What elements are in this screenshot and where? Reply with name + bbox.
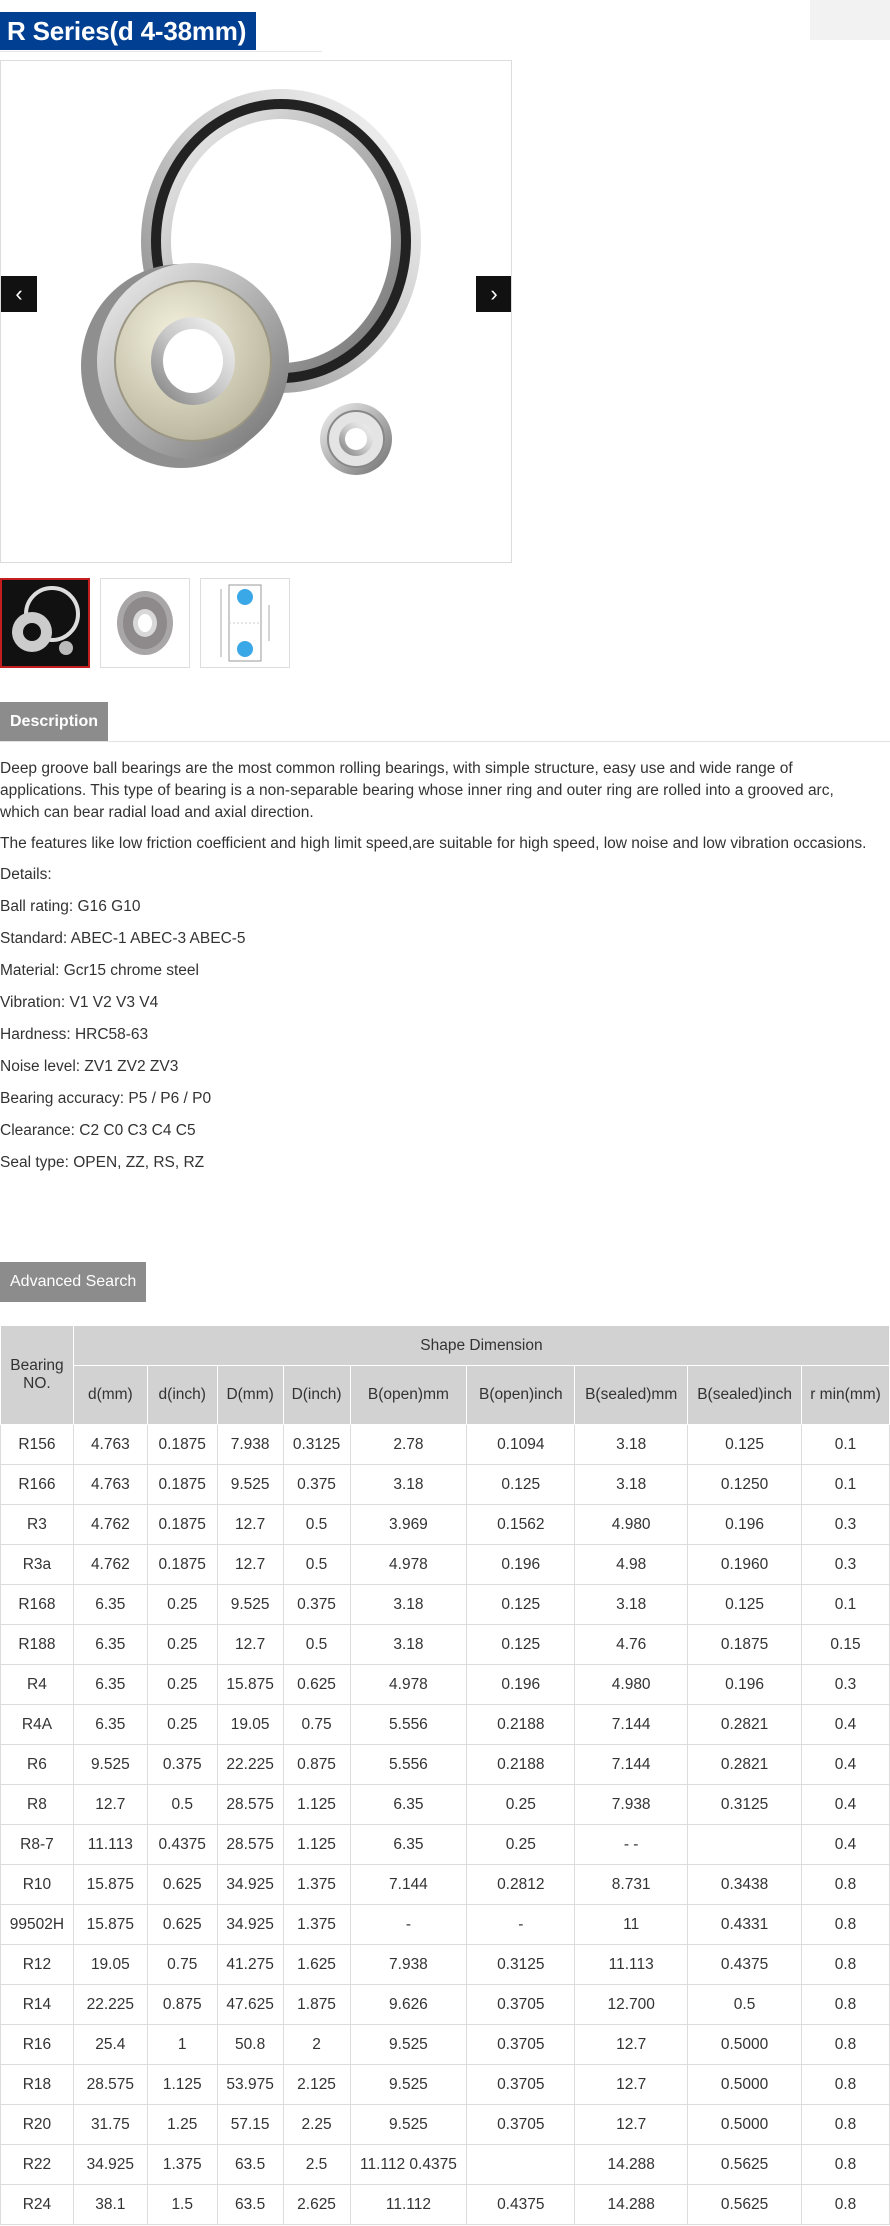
table-cell: - xyxy=(467,1905,575,1945)
column-header: d(mm) xyxy=(73,1366,147,1425)
table-row xyxy=(1,1945,890,1985)
table-cell: 11.113 xyxy=(575,1945,688,1985)
table-row xyxy=(1,1625,890,1665)
table-cell: 4.98 xyxy=(575,1545,688,1585)
gallery-next-button[interactable]: › xyxy=(476,276,512,312)
table-cell: 0.1094 xyxy=(467,1425,575,1465)
table-cell: 2 xyxy=(283,2025,350,2065)
table-cell: 0.4 xyxy=(802,1745,890,1785)
table-cell: 0.1875 xyxy=(147,1465,217,1505)
table-cell: 0.8 xyxy=(802,2065,890,2105)
table-cell: 7.144 xyxy=(575,1745,688,1785)
table-cell: 9.525 xyxy=(350,2065,467,2105)
thumbnail-2[interactable] xyxy=(100,578,190,668)
bearing-number-cell: R4 xyxy=(1,1665,74,1705)
bearing-spec-table xyxy=(0,1325,890,2225)
table-cell: 1.25 xyxy=(147,2105,217,2145)
table-cell: 0.375 xyxy=(147,1745,217,1785)
table-cell: 4.763 xyxy=(73,1465,147,1505)
table-row xyxy=(1,1905,890,1945)
table-cell: 8.731 xyxy=(575,1865,688,1905)
table-cell: 0.3 xyxy=(802,1665,890,1705)
table-cell: 3.969 xyxy=(350,1505,467,1545)
column-header: B(sealed)mm xyxy=(575,1366,688,1425)
table-cell: 11.112 0.4375 xyxy=(350,2145,467,2185)
table-cell: 0.15 xyxy=(802,1625,890,1665)
table-cell: 0.25 xyxy=(467,1785,575,1825)
table-cell: 28.575 xyxy=(73,2065,147,2105)
table-cell: 0.1875 xyxy=(147,1505,217,1545)
table-cell: 0.1250 xyxy=(688,1465,802,1505)
table-cell: 6.35 xyxy=(73,1705,147,1745)
table-cell: 3.18 xyxy=(350,1465,467,1505)
table-cell: 0.75 xyxy=(283,1705,350,1745)
table-cell: 0.3705 xyxy=(467,2065,575,2105)
table-cell: 6.35 xyxy=(350,1825,467,1865)
table-cell: 0.3125 xyxy=(283,1425,350,1465)
table-cell: 12.7 xyxy=(73,1785,147,1825)
table-cell: 7.938 xyxy=(350,1945,467,1985)
table-cell xyxy=(688,1825,802,1865)
table-cell: 0.4375 xyxy=(147,1825,217,1865)
bearing-number-cell: R3 xyxy=(1,1505,74,1545)
table-cell: 0.2188 xyxy=(467,1745,575,1785)
description-body xyxy=(0,758,870,1184)
bearing-number-cell: R16 xyxy=(1,2025,74,2065)
table-cell: 0.25 xyxy=(467,1825,575,1865)
description-paragraph: Deep groove ball bearings are the most common rolling bearings, with simple structure, easy use and wide range of applications. This type of bearing is a non-separable bearing whose inner ring and outer ring are rolled into a grooved arc, which can bear radial load and axial direction. xyxy=(0,760,834,821)
table-cell: 0.4 xyxy=(802,1785,890,1825)
table-cell: 0.4 xyxy=(802,1705,890,1745)
table-cell: 0.5 xyxy=(688,1985,802,2025)
detail-line: Seal type: OPEN, ZZ, RS, RZ xyxy=(0,1154,205,1171)
table-cell: 0.125 xyxy=(688,1585,802,1625)
table-cell: 0.5 xyxy=(283,1545,350,1585)
table-cell: 53.975 xyxy=(217,2065,283,2105)
detail-line: Hardness: HRC58-63 xyxy=(0,1026,149,1043)
table-cell: 0.125 xyxy=(467,1465,575,1505)
table-cell: 1.625 xyxy=(283,1945,350,1985)
table-cell: 9.626 xyxy=(350,1985,467,2025)
table-cell: 0.4375 xyxy=(467,2185,575,2225)
table-cell: 0.1 xyxy=(802,1425,890,1465)
table-cell: 0.625 xyxy=(147,1865,217,1905)
detail-line: Bearing accuracy: P5 / P6 / P0 xyxy=(0,1090,212,1107)
bearing-number-cell: R18 xyxy=(1,2065,74,2105)
bearing-number-cell: R24 xyxy=(1,2185,74,2225)
table-cell: 0.25 xyxy=(147,1585,217,1625)
table-cell: 0.25 xyxy=(147,1625,217,1665)
table-cell: 9.525 xyxy=(217,1465,283,1505)
table-cell: 25.4 xyxy=(73,2025,147,2065)
table-cell: 0.196 xyxy=(467,1545,575,1585)
column-header: B(open)mm xyxy=(350,1366,467,1425)
column-header: B(open)inch xyxy=(467,1366,575,1425)
table-cell: 0.8 xyxy=(802,1865,890,1905)
product-gallery[interactable] xyxy=(0,60,512,563)
table-cell: 0.2188 xyxy=(467,1705,575,1745)
bearing-diagram-thumbnail-image xyxy=(201,579,289,667)
bearing-product-image xyxy=(1,61,512,563)
table-cell: 4.978 xyxy=(350,1545,467,1585)
table-row xyxy=(1,2105,890,2145)
table-cell: 0.196 xyxy=(688,1505,802,1545)
table-cell: 11.112 xyxy=(350,2185,467,2225)
table-cell: 9.525 xyxy=(73,1745,147,1785)
table-cell: 0.8 xyxy=(802,2185,890,2225)
bearing-front-thumbnail-image xyxy=(101,579,189,667)
bearing-number-cell: R12 xyxy=(1,1945,74,1985)
detail-line: Vibration: V1 V2 V3 V4 xyxy=(0,994,159,1011)
table-cell: 14.288 xyxy=(575,2145,688,2185)
column-header: d(inch) xyxy=(147,1366,217,1425)
table-cell: 3.18 xyxy=(575,1425,688,1465)
table-cell: 31.75 xyxy=(73,2105,147,2145)
table-cell: 22.225 xyxy=(73,1985,147,2025)
table-cell: 12.7 xyxy=(575,2105,688,2145)
column-header: D(inch) xyxy=(283,1366,350,1425)
description-paragraph: The features like low friction coefficient and high limit speed,are suitable for high speed, low noise and low vibration occasions. xyxy=(0,835,867,852)
detail-line: Noise level: ZV1 ZV2 ZV3 xyxy=(0,1058,179,1075)
bearing-number-cell: R156 xyxy=(1,1425,74,1465)
table-row xyxy=(1,1745,890,1785)
table-cell: 50.8 xyxy=(217,2025,283,2065)
table-cell: 14.288 xyxy=(575,2185,688,2225)
table-cell: 0.4 xyxy=(802,1825,890,1865)
table-cell: 4.980 xyxy=(575,1505,688,1545)
table-cell: 1.5 xyxy=(147,2185,217,2225)
table-cell: 0.1 xyxy=(802,1465,890,1505)
table-cell: 0.2821 xyxy=(688,1705,802,1745)
table-cell: 6.35 xyxy=(73,1625,147,1665)
thumbnail-3[interactable] xyxy=(200,578,290,668)
table-cell: 3.18 xyxy=(575,1585,688,1625)
table-cell: 0.125 xyxy=(467,1625,575,1665)
table-cell: 12.7 xyxy=(217,1545,283,1585)
table-cell: 0.4375 xyxy=(688,1945,802,1985)
table-cell: 11.113 xyxy=(73,1825,147,1865)
table-cell: 0.5000 xyxy=(688,2025,802,2065)
bearing-number-cell: R168 xyxy=(1,1585,74,1625)
table-cell: 0.1875 xyxy=(688,1625,802,1665)
table-cell: 3.18 xyxy=(350,1585,467,1625)
table-cell: 0.8 xyxy=(802,2105,890,2145)
detail-line: Details: xyxy=(0,866,52,883)
bearing-no-header: Bearing NO. xyxy=(1,1326,74,1425)
detail-line: Standard: ABEC-1 ABEC-3 ABEC-5 xyxy=(0,930,246,947)
table-row xyxy=(1,1825,890,1865)
table-cell: 4.980 xyxy=(575,1665,688,1705)
table-cell: 0.75 xyxy=(147,1945,217,1985)
detail-line: Material: Gcr15 chrome steel xyxy=(0,962,199,979)
table-cell: 57.15 xyxy=(217,2105,283,2145)
table-cell: 15.875 xyxy=(73,1905,147,1945)
table-cell: 0.875 xyxy=(283,1745,350,1785)
table-cell: 41.275 xyxy=(217,1945,283,1985)
table-cell: 38.1 xyxy=(73,2185,147,2225)
detail-line: Ball rating: G16 G10 xyxy=(0,898,141,915)
bearing-number-cell: R14 xyxy=(1,1985,74,2025)
bearing-number-cell: R188 xyxy=(1,1625,74,1665)
table-cell: 1.125 xyxy=(283,1785,350,1825)
table-cell: 2.25 xyxy=(283,2105,350,2145)
table-cell: 0.8 xyxy=(802,2025,890,2065)
bearing-number-cell: R6 xyxy=(1,1745,74,1785)
gallery-prev-button[interactable]: ‹ xyxy=(1,276,37,312)
table-cell: 1.375 xyxy=(283,1865,350,1905)
column-header: D(mm) xyxy=(217,1366,283,1425)
table-cell: 22.225 xyxy=(217,1745,283,1785)
table-cell: 0.1562 xyxy=(467,1505,575,1545)
table-cell: 6.35 xyxy=(73,1665,147,1705)
table-cell: 12.7 xyxy=(575,2025,688,2065)
table-cell: 34.925 xyxy=(217,1865,283,1905)
table-cell: - xyxy=(350,1905,467,1945)
table-cell: 12.7 xyxy=(217,1625,283,1665)
table-cell: 0.8 xyxy=(802,1905,890,1945)
table-row xyxy=(1,1865,890,1905)
page-title: R Series(d 4-38mm) xyxy=(0,12,256,50)
table-cell: 34.925 xyxy=(73,2145,147,2185)
table-cell: 0.196 xyxy=(467,1665,575,1705)
table-cell: 0.375 xyxy=(283,1465,350,1505)
table-cell: 19.05 xyxy=(217,1705,283,1745)
table-cell: 0.5000 xyxy=(688,2065,802,2105)
column-header: B(sealed)inch xyxy=(688,1366,802,1425)
table-cell: 0.625 xyxy=(283,1665,350,1705)
table-cell: 0.25 xyxy=(147,1665,217,1705)
table-cell: 0.1875 xyxy=(147,1425,217,1465)
table-cell: 0.2812 xyxy=(467,1865,575,1905)
table-cell: 0.2821 xyxy=(688,1745,802,1785)
table-cell: 0.3 xyxy=(802,1505,890,1545)
table-cell: 0.125 xyxy=(688,1425,802,1465)
table-cell: 0.3 xyxy=(802,1545,890,1585)
table-row xyxy=(1,1465,890,1505)
table-row xyxy=(1,1785,890,1825)
table-cell: 6.35 xyxy=(73,1585,147,1625)
table-cell: 7.938 xyxy=(575,1785,688,1825)
table-cell: 0.3125 xyxy=(688,1785,802,1825)
detail-line: Clearance: C2 C0 C3 C4 C5 xyxy=(0,1122,196,1139)
table-cell: - - xyxy=(575,1825,688,1865)
table-cell: 0.8 xyxy=(802,1945,890,1985)
table-cell: 7.144 xyxy=(350,1865,467,1905)
table-cell: 28.575 xyxy=(217,1785,283,1825)
table-cell: 9.525 xyxy=(350,2105,467,2145)
table-cell: 0.375 xyxy=(283,1585,350,1625)
table-row xyxy=(1,1425,890,1465)
table-cell: 0.5625 xyxy=(688,2185,802,2225)
table-cell: 0.5000 xyxy=(688,2105,802,2145)
table-cell: 5.556 xyxy=(350,1705,467,1745)
table-row xyxy=(1,1585,890,1625)
table-cell: 0.1875 xyxy=(147,1545,217,1585)
table-cell: 5.556 xyxy=(350,1745,467,1785)
table-cell: 4.762 xyxy=(73,1545,147,1585)
table-cell: 0.8 xyxy=(802,1985,890,2025)
bearing-number-cell: R8 xyxy=(1,1785,74,1825)
table-cell: 3.18 xyxy=(575,1465,688,1505)
description-divider xyxy=(0,741,890,742)
bearing-number-cell: R8-7 xyxy=(1,1825,74,1865)
table-cell: 9.525 xyxy=(350,2025,467,2065)
table-row xyxy=(1,1505,890,1545)
table-cell: 0.5 xyxy=(283,1505,350,1545)
table-cell: 0.3438 xyxy=(688,1865,802,1905)
table-cell: 0.3705 xyxy=(467,1985,575,2025)
bearing-number-cell: R10 xyxy=(1,1865,74,1905)
table-row xyxy=(1,2065,890,2105)
table-cell: 0.8 xyxy=(802,2145,890,2185)
table-cell: 12.7 xyxy=(217,1505,283,1545)
table-cell: 15.875 xyxy=(217,1665,283,1705)
table-cell: 4.762 xyxy=(73,1505,147,1545)
table-cell xyxy=(467,2145,575,2185)
description-tab[interactable]: Description xyxy=(0,702,108,742)
column-header: r min(mm) xyxy=(802,1366,890,1425)
table-cell: 7.144 xyxy=(575,1705,688,1745)
table-cell: 0.4331 xyxy=(688,1905,802,1945)
table-cell: 0.3705 xyxy=(467,2105,575,2145)
table-cell: 0.5 xyxy=(283,1625,350,1665)
table-row xyxy=(1,1985,890,2025)
bearing-number-cell: R3a xyxy=(1,1545,74,1585)
table-cell: 0.875 xyxy=(147,1985,217,2025)
table-cell: 1.375 xyxy=(147,2145,217,2185)
table-row xyxy=(1,1705,890,1745)
table-cell: 12.7 xyxy=(575,2065,688,2105)
table-row xyxy=(1,2145,890,2185)
table-cell: 1.375 xyxy=(283,1905,350,1945)
bearing-number-cell: R20 xyxy=(1,2105,74,2145)
table-cell: 63.5 xyxy=(217,2145,283,2185)
table-cell: 0.196 xyxy=(688,1665,802,1705)
bearing-number-cell: R166 xyxy=(1,1465,74,1505)
table-cell: 3.18 xyxy=(350,1625,467,1665)
table-cell: 0.1 xyxy=(802,1585,890,1625)
corner-panel xyxy=(810,0,890,40)
title-bar xyxy=(0,12,322,52)
table-cell: 2.78 xyxy=(350,1425,467,1465)
table-cell: 12.700 xyxy=(575,1985,688,2025)
table-cell: 15.875 xyxy=(73,1865,147,1905)
table-row xyxy=(1,1665,890,1705)
table-cell: 6.35 xyxy=(350,1785,467,1825)
table-cell: 11 xyxy=(575,1905,688,1945)
table-row xyxy=(1,2025,890,2065)
table-cell: 4.76 xyxy=(575,1625,688,1665)
table-cell: 9.525 xyxy=(217,1585,283,1625)
table-cell: 63.5 xyxy=(217,2185,283,2225)
table-cell: 0.3705 xyxy=(467,2025,575,2065)
table-cell: 1 xyxy=(147,2025,217,2065)
table-cell: 4.763 xyxy=(73,1425,147,1465)
table-cell: 0.625 xyxy=(147,1905,217,1945)
table-cell: 0.5 xyxy=(147,1785,217,1825)
table-cell: 2.625 xyxy=(283,2185,350,2225)
table-cell: 2.5 xyxy=(283,2145,350,2185)
table-row xyxy=(1,2185,890,2225)
table-cell: 0.1960 xyxy=(688,1545,802,1585)
bearing-number-cell: 99502H xyxy=(1,1905,74,1945)
table-cell: 0.25 xyxy=(147,1705,217,1745)
bearing-number-cell: R22 xyxy=(1,2145,74,2185)
thumbnail-1[interactable] xyxy=(0,578,90,668)
advanced-search-button[interactable]: Advanced Search xyxy=(0,1262,146,1302)
table-cell: 1.125 xyxy=(147,2065,217,2105)
table-row xyxy=(1,1545,890,1585)
table-cell: 47.625 xyxy=(217,1985,283,2025)
table-cell: 34.925 xyxy=(217,1905,283,1945)
shape-dimension-header: Shape Dimension xyxy=(73,1326,889,1366)
table-cell: 2.125 xyxy=(283,2065,350,2105)
table-cell: 7.938 xyxy=(217,1425,283,1465)
table-cell: 1.875 xyxy=(283,1985,350,2025)
table-cell: 4.978 xyxy=(350,1665,467,1705)
bearing-thumbnail-image xyxy=(2,580,88,666)
table-cell: 19.05 xyxy=(73,1945,147,1985)
table-cell: 0.3125 xyxy=(467,1945,575,1985)
table-cell: 0.5625 xyxy=(688,2145,802,2185)
table-cell: 1.125 xyxy=(283,1825,350,1865)
table-cell: 0.125 xyxy=(467,1585,575,1625)
table-cell: 28.575 xyxy=(217,1825,283,1865)
bearing-number-cell: R4A xyxy=(1,1705,74,1745)
